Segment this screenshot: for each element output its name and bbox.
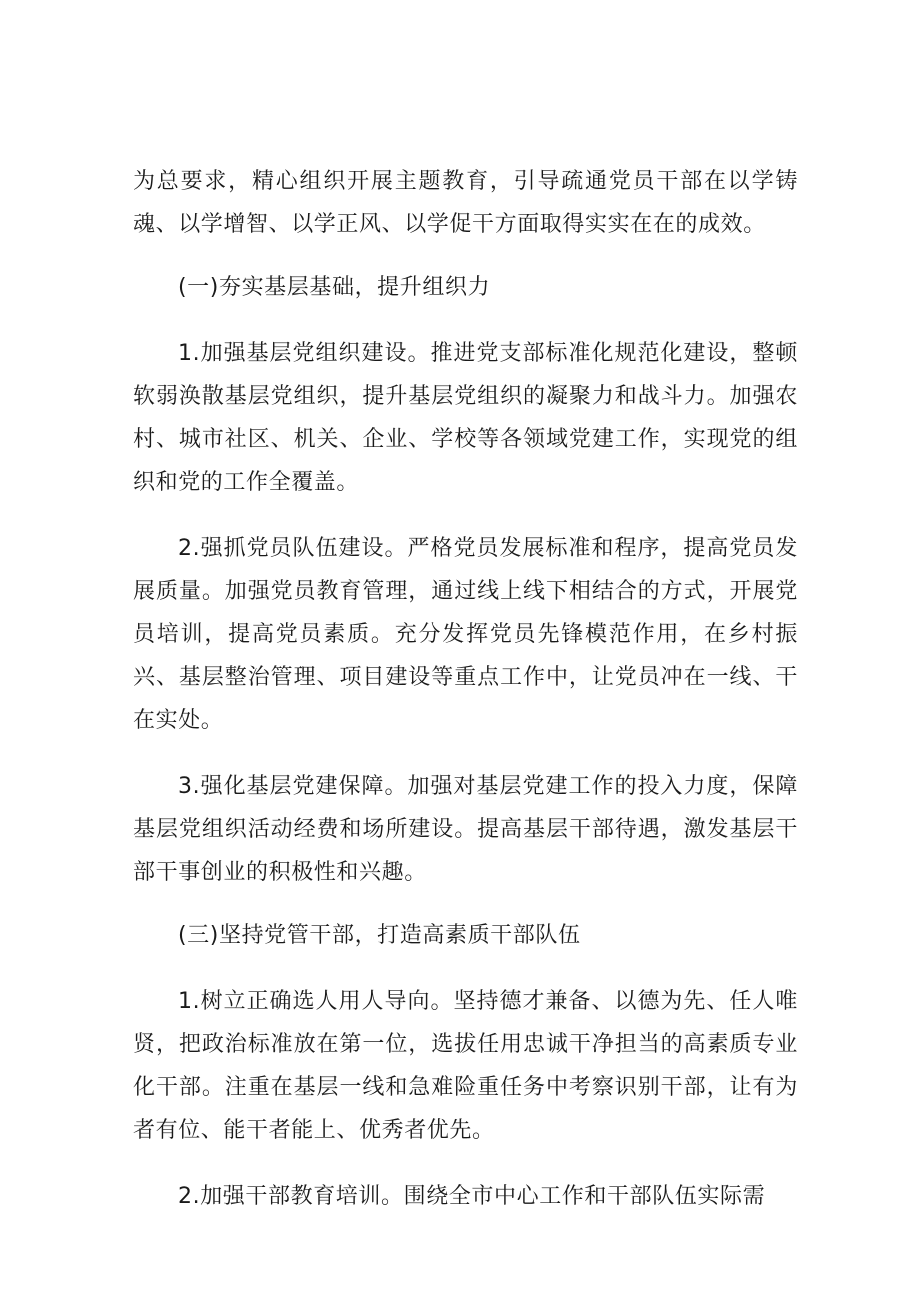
paragraph-item-2b: 2.加强干部教育培训。围绕全市中心工作和干部队伍实际需: [178, 1184, 766, 1209]
section-heading-3: (三)坚持党管干部，打造高素质干部队伍: [178, 923, 581, 948]
paragraph-continuation: 为总要求，精心组织开展主题教育，引导疏通党员干部在以学铸魂、以学增智、以学正风、以学促干方面取得实实在在的成效。: [133, 169, 798, 237]
paragraph-item-2: 2.强抓党员队伍建设。严格党员发展标准和程序，提高党员发展质量。加强党员教育管理，通过线上线下相结合的方式，开展党员培训，提高党员素质。充分发挥党员先锋模范作用，在乡村振兴、基层整治管理、项目建设等重点工作中，让党员冲在一线、干在实处。: [133, 536, 798, 733]
section-heading-1: (一)夯实基层基础，提升组织力: [178, 275, 491, 300]
paragraph-item-1b: 1.树立正确选人用人导向。坚持德才兼备、以德为先、任人唯贤，把政治标准放在第一位，选拔任用忠诚干净担当的高素质专业化干部。注重在基层一线和急难险重任务中考察识别干部，让有为者有位、能干者能上、优秀者优先。: [133, 989, 798, 1143]
paragraph-item-3: 3.强化基层党建保障。加强对基层党建工作的投入力度，保障基层党组织活动经费和场所建设。提高基层干部待遇，激发基层干部干事创业的积极性和兴趣。: [133, 774, 798, 885]
paragraph-item-1: 1.加强基层党组织建设。推进党支部标准化规范化建设，整顿软弱涣散基层党组织，提升基层党组织的凝聚力和战斗力。加强农村、城市社区、机关、企业、学校等各领域党建工作，实现党的组织和党的工作全覆盖。: [133, 341, 798, 495]
document-body: [133, 160, 798, 1218]
